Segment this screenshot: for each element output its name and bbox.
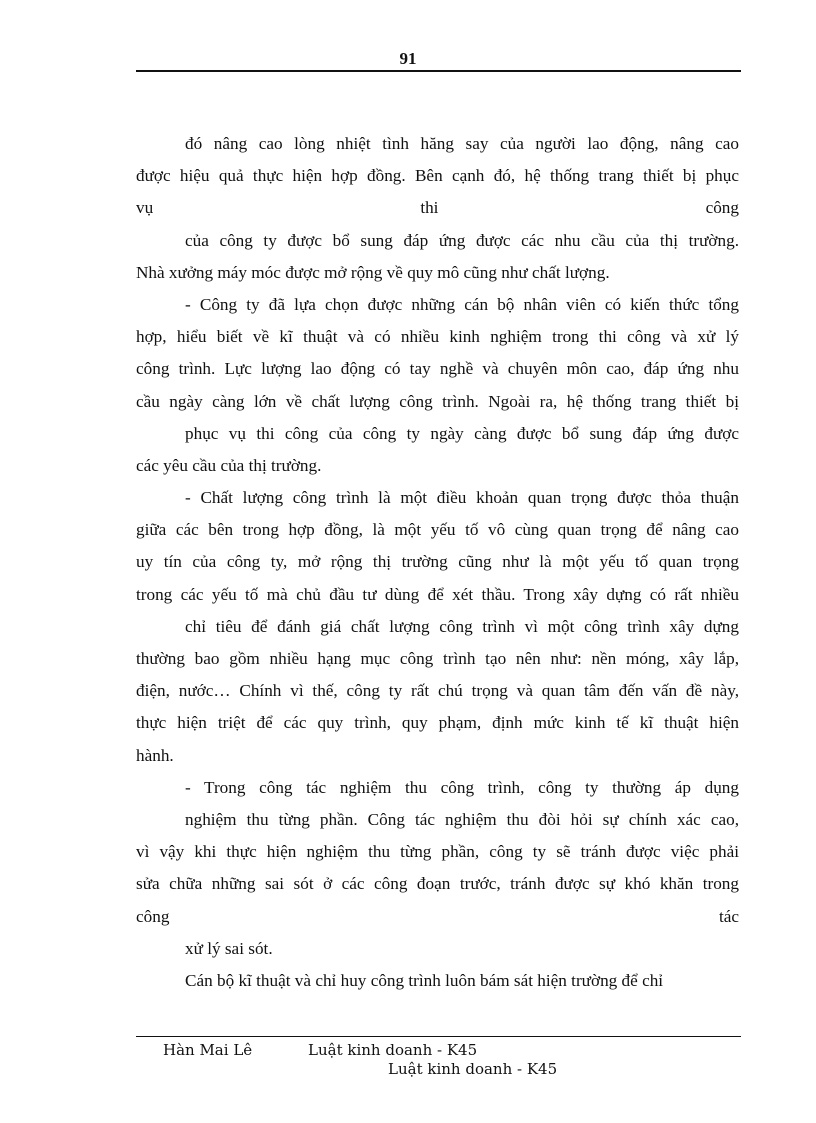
text-line: nghiệm thu từng phần. Công tác nghiệm thu đòi hỏi sự chính xác cao, <box>185 809 739 829</box>
page-number: 91 <box>399 49 417 68</box>
text-line: - Công ty đã lựa chọn được những cán bộ nhân viên có kiến thức tổng <box>185 294 739 314</box>
text-line: điện, nước… Chính vì thế, công ty rất chú trọng và quan tâm đến vấn đề này, <box>136 681 739 701</box>
text-line: vì vậy khi thực hiện nghiệm thu từng phần, công ty sẽ tránh được việc phải <box>136 842 739 862</box>
text-line: trong các yếu tố mà chủ đầu tư dùng để xét thầu. Trong xây dựng có rất nhiều <box>136 584 739 604</box>
footer-course: Luật kinh doanh - K45 <box>308 1041 478 1059</box>
text-line: các yêu cầu của thị trường. <box>136 455 322 475</box>
text-line: uy tín của công ty, mở rộng thị trường cũng như là một yếu tố quan trọng <box>136 552 739 572</box>
text-line: đó nâng cao lòng nhiệt tình hăng say của người lao động, nâng cao <box>185 134 739 153</box>
text-line: chỉ tiêu để đánh giá chất lượng công trình vì một công trình xây dựng <box>185 616 739 636</box>
text-line: hành. <box>136 745 174 765</box>
text-line: - Chất lượng công trình là một điều khoản quan trọng được thỏa thuận <box>185 488 739 508</box>
text-line: cầu ngày càng lớn về chất lượng công trình. Ngoài ra, hệ thống trang thiết bị <box>136 391 739 411</box>
text-line: hợp, hiểu biết về kĩ thuật và có nhiều kinh nghiệm trong thi công và xử lý <box>136 327 739 347</box>
text-line: công trình. Lực lượng lao động có tay nghề và chuyên môn cao, đáp ứng nhu <box>136 359 739 379</box>
text-line: công tác <box>136 906 739 926</box>
text-line: Cán bộ kĩ thuật và chỉ huy công trình luôn bám sát hiện trường để chỉ <box>185 970 664 990</box>
text-line: xử lý sai sót. <box>185 938 273 958</box>
text-line: giữa các bên trong hợp đồng, là một yếu tố vô cùng quan trọng để nâng cao <box>136 520 739 540</box>
text-line: - Trong công tác nghiệm thu công trình, công ty thường áp dụng <box>185 777 739 797</box>
text-line: sửa chữa những sai sót ở các công đoạn trước, tránh được sự khó khăn trong <box>136 874 739 894</box>
text-line: phục vụ thi công của công ty ngày càng được bổ sung đáp ứng được <box>185 423 739 443</box>
text-line: vụ thi công <box>136 198 739 218</box>
footer-author: Hàn Mai Lê <box>163 1041 253 1059</box>
footer-course: Luật kinh doanh - K45 <box>388 1060 558 1078</box>
text-line: của công ty được bổ sung đáp ứng được các nhu cầu của thị trường. <box>185 230 739 250</box>
footer-rule <box>136 1036 741 1037</box>
text-line: thường bao gồm nhiều hạng mục công trình tạo nên như: nền móng, xây lắp, <box>136 649 739 668</box>
text-line: Nhà xưởng máy móc được mở rộng về quy mô cũng như chất lượng. <box>136 262 610 282</box>
text-line: được hiệu quả thực hiện hợp đồng. Bên cạnh đó, hệ thống trang thiết bị phục <box>136 166 739 186</box>
text-line: thực hiện triệt để các quy trình, quy phạm, định mức kinh tế kĩ thuật hiện <box>136 713 739 733</box>
header-rule <box>136 70 741 72</box>
body-text <box>136 128 739 997</box>
